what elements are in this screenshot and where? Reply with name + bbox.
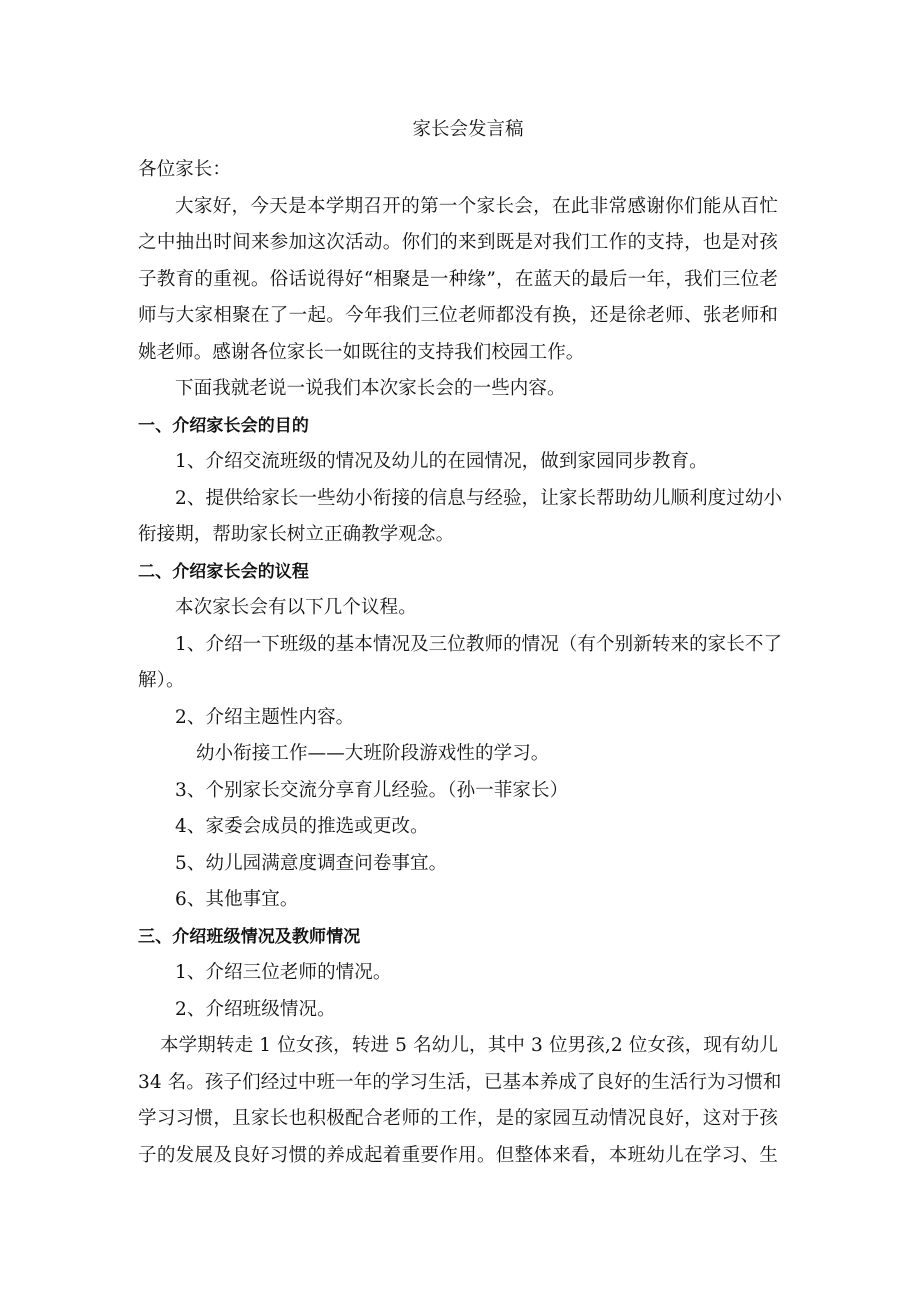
salutation: 各位家长： (138, 159, 232, 180)
intro-line: 大家好，今天是本学期召开的第一个家长会，在此非常感谢你们能从百忙 (175, 195, 778, 217)
list-sub-item: 幼小衔接工作——大班阶段游戏性的学习。 (196, 743, 550, 764)
list-item: 1、介绍交流班级的情况及幼儿的在园情况，做到家园同步教育。 (175, 451, 708, 472)
transition-paragraph: 下面我就老说一说我们本次家长会的一些内容。 (175, 378, 566, 399)
list-item: 1、介绍一下班级的基本情况及三位教师的情况（有个别新转来的家长不了 (175, 633, 783, 655)
section-class-teachers (138, 919, 782, 1175)
section-heading: 三、介绍班级情况及教师情况 (138, 926, 361, 947)
list-item-continuation: 衔接期，帮助家长树立正确教学观念。 (138, 524, 455, 545)
list-item-continuation: 解）。 (138, 670, 185, 691)
section-heading: 二、介绍家长会的议程 (138, 561, 309, 582)
list-item: 1、介绍三位老师的情况。 (175, 962, 392, 983)
section-intro: 本次家长会有以下几个议程。 (175, 597, 417, 618)
intro-line: 之中抽出时间来参加这次活动。你们的来到既是对我们工作的支持，也是对孩 (138, 232, 778, 253)
list-item: 2、提供给家长一些幼小衔接的信息与经验，让家长帮助幼儿顺利度过幼小 (175, 487, 783, 509)
class-paragraph-line: 子的发展及良好习惯的养成起着重要作用。但整体来看，本班幼儿在学习、生 (138, 1144, 778, 1166)
document-title: 家长会发言稿 (412, 119, 524, 140)
list-item: 5、幼儿园满意度调查问卷事宜。 (175, 852, 448, 874)
intro-paragraph (138, 189, 778, 372)
list-item: 2、介绍班级情况。 (175, 998, 336, 1020)
section-heading: 一、介绍家长会的目的 (138, 415, 309, 436)
intro-line: 子教育的重视。俗话说得好“相聚是一种缘”，在蓝天的最后一年，我们三位老 (138, 268, 778, 290)
intro-line: 姚老师。感谢各位家长一如既往的支持我们校园工作。 (138, 341, 585, 363)
list-item: 3、个别家长交流分享育儿经验。（孙一菲家长） (175, 779, 569, 801)
section-purpose (138, 408, 783, 554)
list-item: 2、介绍主题性内容。 (175, 706, 355, 728)
list-item: 4、家委会成员的推选或更改。 (175, 816, 429, 837)
class-paragraph-line: 学习习惯，且家长也积极配合老师的工作，是的家园互动情况良好，这对于孩 (138, 1108, 778, 1129)
section-agenda (138, 554, 783, 919)
document-page (138, 118, 783, 1174)
list-item: 6、其他事宜。 (175, 889, 299, 910)
intro-line: 师与大家相聚在了一起。今年我们三位老师都没有换，还是徐老师、张老师和 (138, 305, 778, 326)
class-paragraph-line: 本学期转走 1 位女孩，转进 5 名幼儿，其中 3 位男孩,2 位女孩，现有幼儿 (160, 1035, 778, 1056)
class-paragraph-line: 34 名。孩子们经过中班一年的学习生活，已基本养成了良好的生活行为习惯和 (138, 1071, 782, 1093)
